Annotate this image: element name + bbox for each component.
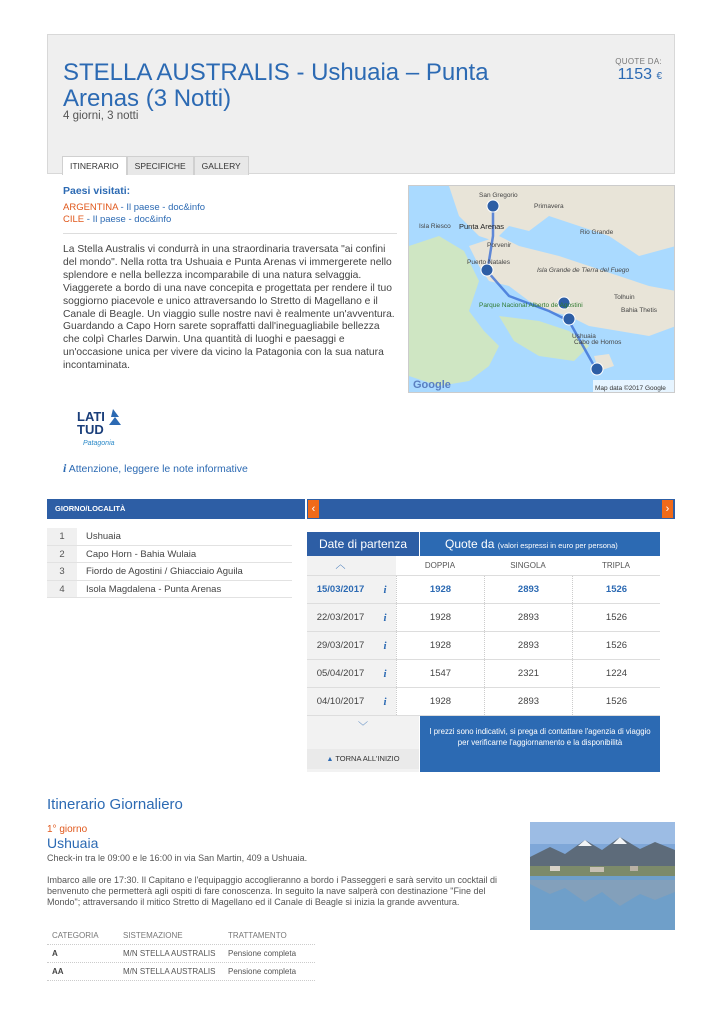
scroll-down-icon[interactable]: ﹀ (358, 722, 368, 733)
column-header-doppia: DOPPIA (424, 561, 456, 570)
map-label: Isla Grande de Tierra del Fuego (537, 267, 630, 274)
map-label: Parque Nacional Alberto de Agostini (479, 302, 583, 309)
map-label: Tolhuin (614, 294, 635, 301)
day-number: 3 (47, 563, 77, 580)
trip-header (47, 34, 675, 174)
info-icon[interactable]: i (374, 604, 396, 631)
map-canvas (409, 186, 675, 393)
price-singola: 2321 (484, 660, 572, 687)
country-name: ARGENTINA (63, 202, 118, 213)
info-icon: i (63, 461, 67, 475)
quotes-note: (valori espressi in euro per persona) (497, 541, 618, 550)
map-brand: Google (413, 379, 451, 391)
accommodation-cell: M/N STELLA AUSTRALIS (123, 967, 216, 976)
info-notes-link[interactable] (63, 461, 248, 476)
itinerary-heading: Itinerario Giornaliero (47, 796, 183, 813)
map-label: San Gregorio (479, 192, 518, 199)
board-cell: Pensione completa (228, 967, 297, 976)
quote-label: QUOTE DA: (615, 57, 662, 66)
price-tripla: 1526 (572, 604, 660, 631)
map-attribution: Map data ©2017 Google (595, 385, 666, 392)
column-header-trattamento: TRATTAMENTO (228, 931, 287, 940)
duration-text: 4 giorni, 3 notti (63, 110, 139, 122)
day-location: Fiordo de Agostini / Ghiacciaio Aguila (86, 566, 243, 577)
price-doppia: 1928 (396, 632, 484, 659)
price-singola: 2893 (484, 688, 572, 715)
next-arrow-button[interactable]: › (662, 500, 673, 518)
tab-bar (62, 156, 249, 175)
price-doppia: 1928 (396, 688, 484, 715)
svg-text:LATI: LATI (77, 409, 105, 424)
back-to-top-button[interactable]: ▲ TORNA ALL'INIZIO (307, 749, 419, 769)
warning-text: Attenzione, leggere le note informative (68, 463, 248, 475)
table-row (307, 604, 660, 632)
price-singola: 2893 (484, 604, 572, 631)
day-number: 4 (47, 581, 77, 598)
departure-date[interactable]: 22/03/2017 (307, 604, 374, 631)
table-row (47, 945, 315, 963)
day-place-title: Ushuaia (47, 835, 99, 851)
map-label: Rio Grande (580, 229, 614, 236)
day-number: 2 (47, 546, 77, 563)
tab-itinerario[interactable]: ITINERARIO (62, 156, 127, 175)
table-row (307, 660, 660, 688)
list-item[interactable] (47, 528, 292, 546)
info-icon[interactable]: i (374, 688, 396, 715)
divider (63, 233, 397, 234)
list-item[interactable] (47, 581, 292, 599)
prices-table (307, 532, 660, 772)
departure-date[interactable]: 29/03/2017 (307, 632, 374, 659)
column-header-sistemazione: SISTEMAZIONE (123, 931, 183, 940)
price-singola: 2893 (484, 632, 572, 659)
day-number: 1 (47, 528, 77, 545)
country-name: CILE (63, 214, 85, 225)
price-tripla: 1526 (572, 576, 660, 603)
country-doc-link[interactable]: - Il paese - doc&info (117, 202, 206, 213)
info-icon[interactable]: i (374, 576, 396, 603)
trip-description: La Stella Australis vi condurrà in una straordinaria traversata "ai confini del mondo". Nella rotta tra Ushuaia e Punta Arenas vi immergerete nello splendore e nella bellezza incomparabile di una natura selvaggia. Viaggerete a bordo di una nave concepita e progettata per rendere il tuo soggiorno piacevole e unico attraversando lo Stretto di Magellano e il Canale di Beagle. Un viaggio sulle nostre navi è realmente un'avventura. Guardando a Capo Horn sarete sopraffatti dall'ineguagliabile bellezza che colpì Charles Darwin. Una quantità di luoghi e paesaggi e un'occasione unica per vivere da vicino la Patagonia con la sua natura incontaminata. (63, 244, 395, 372)
departure-dates-heading: Date di partenza (307, 532, 419, 556)
category-cell: A (52, 949, 58, 958)
prev-arrow-button[interactable]: ‹ (308, 500, 319, 518)
table-header-row (47, 927, 315, 945)
tab-gallery[interactable]: GALLERY (194, 156, 249, 175)
page-title: STELLA AUSTRALIS - Ushuaia – Punta Arenas (3 Notti) (63, 59, 489, 112)
currency-symbol: € (656, 71, 662, 82)
table-row (307, 688, 660, 716)
departure-date[interactable]: 04/10/2017 (307, 688, 374, 715)
price-doppia: 1928 (396, 576, 484, 603)
prices-header-bar (307, 499, 675, 519)
price-singola: 2893 (484, 576, 572, 603)
country-doc-link[interactable]: - Il paese - doc&info (84, 214, 172, 225)
tab-specifiche[interactable]: SPECIFICHE (127, 156, 194, 175)
departure-date[interactable]: 15/03/2017 (307, 576, 374, 603)
map-label: Isla Riesco (419, 223, 451, 230)
map-label: Ushuaia (572, 333, 596, 340)
map-label: Porvenir (487, 242, 512, 249)
accommodation-table (47, 927, 315, 981)
column-header-tripla: TRIPLA (601, 561, 630, 570)
svg-text:Patagonia: Patagonia (83, 440, 115, 447)
map-label: Bahia Thetis (621, 307, 658, 314)
days-table-heading: GIORNO/LOCALITÀ (47, 499, 305, 519)
board-cell: Pensione completa (228, 949, 297, 958)
ushuaia-photo (530, 822, 675, 930)
triangle-up-icon: ▲ (326, 756, 334, 763)
price-doppia: 1928 (396, 604, 484, 631)
column-header-singola: SINGOLA (510, 561, 546, 570)
route-map[interactable] (408, 185, 675, 393)
day-number-label: 1° giorno (47, 824, 88, 835)
price-disclaimer: I prezzi sono indicativi, si prega di contattare l'agenzia di viaggio per verificarne l'aggiornamento e la disponibilità (420, 716, 660, 772)
day-location: Ushuaia (86, 531, 121, 542)
map-label: Punta Arenas (459, 222, 505, 231)
day-paragraph: Check-in tra le 09:00 e le 16:00 in via San Martin, 409 a Ushuaia. (47, 853, 308, 863)
accommodation-cell: M/N STELLA AUSTRALIS (123, 949, 216, 958)
country-link-cile[interactable] (63, 214, 171, 225)
info-icon[interactable]: i (374, 660, 396, 687)
day-paragraph: Imbarco alle ore 17:30. Il Capitano e l'equipaggio accoglieranno a bordo i Passeggeri e sarà servito un cocktail di benvenuto che permetterà agli ospiti di fare conoscenza. In seguito la nave salperà con destinazione "Fine del Mondo"; attraversando il mitico Stretto di Magellano ed il Canale di Beagle si inizia la grande avventura. (47, 875, 497, 908)
quotes-heading: Quote da (valori espressi in euro per persona) (420, 532, 660, 556)
day-location: Capo Horn - Bahia Wulaia (86, 548, 197, 560)
latitud-patagonia-logo (75, 405, 130, 447)
quote-price (618, 66, 662, 84)
table-row (307, 632, 660, 660)
scroll-up-icon[interactable]: ︿ (307, 556, 374, 575)
country-link-argentina[interactable] (63, 202, 205, 213)
map-label: Puerto Natales (467, 259, 510, 266)
days-list (47, 528, 292, 598)
map-label: Cabo de Hornos (574, 339, 622, 346)
list-item[interactable] (47, 546, 292, 564)
map-label: Primavera (534, 203, 564, 210)
category-cell: AA (52, 967, 64, 976)
price-tripla: 1526 (572, 632, 660, 659)
svg-text:TUD: TUD (77, 422, 104, 437)
table-row (47, 963, 315, 981)
column-header-categoria: CATEGORIA (52, 931, 99, 940)
price-doppia: 1547 (396, 660, 484, 687)
countries-heading: Paesi visitati: (63, 185, 131, 197)
info-icon[interactable]: i (374, 632, 396, 659)
price-tripla: 1526 (572, 688, 660, 715)
quote-value: 1153 (617, 66, 652, 83)
day-location: Isola Magdalena - Punta Arenas (86, 583, 222, 595)
price-tripla: 1224 (572, 660, 660, 687)
departure-date[interactable]: 05/04/2017 (307, 660, 374, 687)
list-item[interactable] (47, 563, 292, 581)
table-row (307, 576, 660, 604)
